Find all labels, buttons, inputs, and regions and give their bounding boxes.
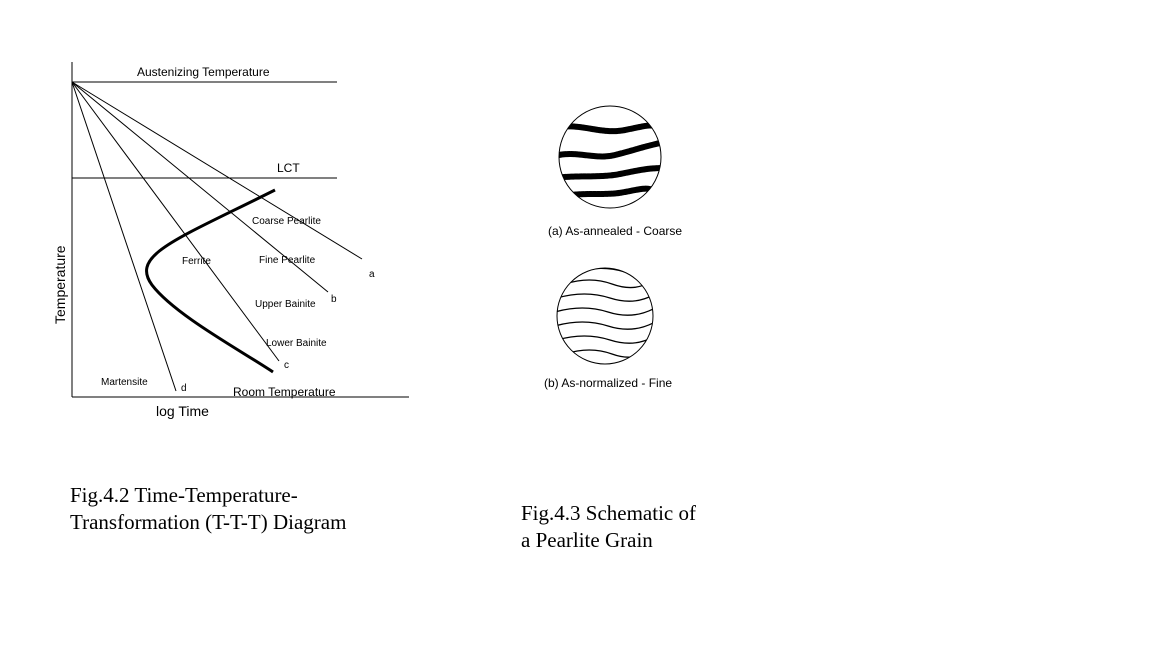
austenizing-temperature-label: Austenizing Temperature	[137, 65, 270, 79]
coarse-pearlite-grain	[548, 106, 682, 238]
fine-pearlite-grain	[544, 268, 672, 390]
grain-b-label: (b) As-normalized - Fine	[544, 376, 673, 390]
figure-4-2-caption-line1: Fig.4.2 Time-Temperature-	[70, 483, 298, 507]
cooling-curve-a	[72, 82, 362, 259]
ttt-diagram	[52, 62, 409, 419]
martensite-label: Martensite	[101, 377, 148, 388]
fine-pearlite-label: Fine Pearlite	[259, 255, 316, 266]
cooling-curve-d	[72, 82, 176, 391]
curve-label-a: a	[369, 269, 375, 280]
y-axis-label: Temperature	[52, 245, 68, 324]
figure-4-3-caption-line2: a Pearlite Grain	[521, 528, 653, 552]
curve-label-d: d	[181, 383, 187, 394]
figure-4-2-caption	[70, 482, 346, 536]
lower-bainite-label: Lower Bainite	[266, 338, 327, 349]
cooling-curve-c	[72, 82, 279, 361]
ferrite-label: Ferrite	[182, 256, 211, 267]
curve-label-b: b	[331, 294, 337, 305]
curve-label-c: c	[284, 360, 289, 371]
figure-4-3-caption	[521, 500, 696, 554]
upper-bainite-label: Upper Bainite	[255, 299, 316, 310]
grain-a-label: (a) As-annealed - Coarse	[548, 224, 683, 238]
room-temperature-label: Room Temperature	[233, 385, 336, 399]
figure-4-2-caption-line2: Transformation (T-T-T) Diagram	[70, 510, 347, 534]
lct-label: LCT	[277, 161, 300, 175]
x-axis-label: log Time	[156, 403, 209, 419]
coarse-pearlite-label: Coarse Pearlite	[252, 216, 321, 227]
figure-4-3-caption-line1: Fig.4.3 Schematic of	[521, 501, 696, 525]
